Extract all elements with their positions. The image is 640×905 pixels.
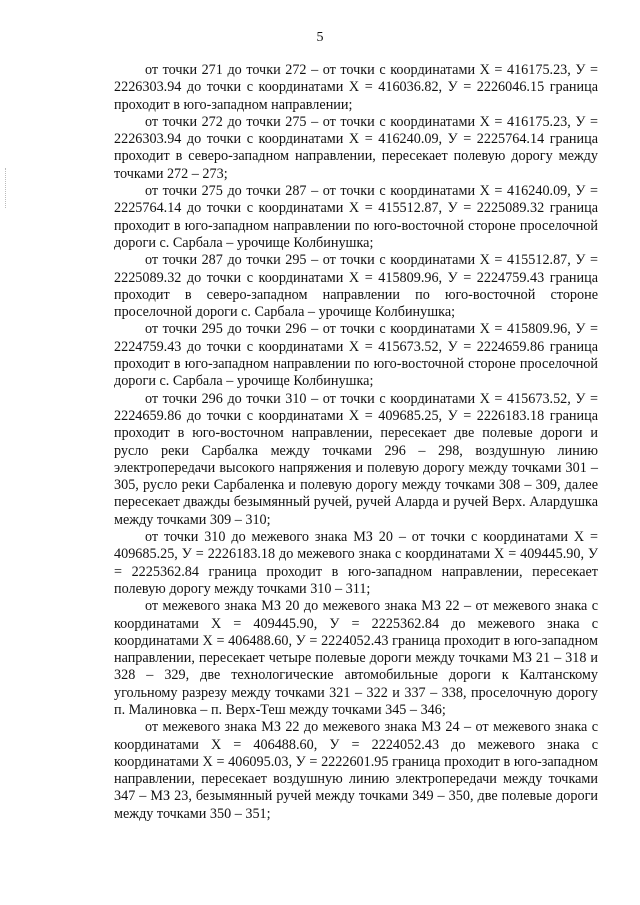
paragraph-275-287: от точки 275 до точки 287 – от точки с координатами Х = 416240.09, У = 2225764.14 до точки с координатами Х = 415512.87, У = 2225089.32 граница проходит в юго-западном направлении по юго-восточной стороне проселочной дороги с. Сарбала – урочище Колбинушка; bbox=[114, 183, 598, 251]
paragraph-287-295: от точки 287 до точки 295 – от точки с координатами Х = 415512.87, У = 2225089.32 до точки с координатами Х = 415809.96, У = 2224759.43 граница проходит в северо-западном направлении по юго-восточной стороне проселочной дороги с. Сарбала – урочище Колбинушка; bbox=[114, 252, 598, 321]
paragraph-mz22-mz24: от межевого знака МЗ 22 до межевого знака МЗ 24 – от межевого знака с координатами Х = 406488.60, У = 2224052.43 до межевого знака с координатами Х = 406095.03, У = 2222601.95 граница проходит в юго-западном направлении, пересекает воздушную линию электропередачи между точками 347 – МЗ 23, безымянный ручей между точками 349 – 350, две полевые дороги между точками 350 – 351; bbox=[114, 719, 598, 822]
document-body bbox=[114, 62, 598, 823]
paragraph-271-272: от точки 271 до точки 272 – от точки с координатами Х = 416175.23, У = 2226303.94 до точки с координатами Х = 416036.82, У = 2226046.15 граница проходит в юго-западном направлении; bbox=[114, 62, 598, 113]
page-number: 5 bbox=[316, 30, 324, 45]
paragraph-295-296: от точки 295 до точки 296 – от точки с координатами Х = 415809.96, У = 2224759.43 до точки с координатами Х = 415673.52, У = 2224659.86 граница проходит в юго-западном направлении по юго-восточной стороне проселочной дороги с. Сарбала – урочище Колбинушка; bbox=[114, 321, 598, 390]
paragraph-296-310: от точки 296 до точки 310 – от точки с координатами Х = 415673.52, У = 2224659.86 до точки с координатами Х = 409685.25, У = 2226183.18 граница проходит в юго-восточном направлении, пересекает две полевые дороги и русло реки Сарбалка между точками 296 – 298, воздушную линию электропередачи высокого напряжения и полевую дорогу между точками 301 – 305, русло реки Сарбаленка и полевую дорогу между точками 308 – 309, далее пересекает дважды безымянный ручей, ручей Аларда и ручей Верх. Алардушка между точками 309 – 310; bbox=[114, 390, 598, 528]
paragraph-mz20-mz22: от межевого знака МЗ 20 до межевого знака МЗ 22 – от межевого знака с координатами Х = 409445.90, У = 2225362.84 до межевого знака с координатами Х = 406488.60, У = 2224052.43 граница проходит в юго-западном направлении, пересекает четыре полевые дороги между точками МЗ 21 – 318 и 328 – 329, две технологические автомобильные дороги к Калтанскому угольному разрезу между точками 321 – 322 и 337 – 338, проселочную дорогу п. Малиновка – п. Верх-Теш между точками 345 – 346; bbox=[114, 598, 598, 718]
paragraph-310-mz20: от точки 310 до межевого знака МЗ 20 – от точки с координатами Х = 409685.25, У = 2226183.18 до межевого знака с координатами Х = 409445.90, У = 2225362.84 граница проходит в юго-западном направлении, пересекает полевую дорогу между точками 310 – 311; bbox=[114, 529, 598, 597]
paragraph-272-275: от точки 272 до точки 275 – от точки с координатами Х = 416175.23, У = 2226303.94 до точки с координатами Х = 416240.09, У = 2225764.14 граница проходит в северо-западном направлении, пересекает полевую дорогу между точками 272 – 273; bbox=[114, 113, 598, 182]
margin-binding-marks bbox=[5, 168, 8, 208]
